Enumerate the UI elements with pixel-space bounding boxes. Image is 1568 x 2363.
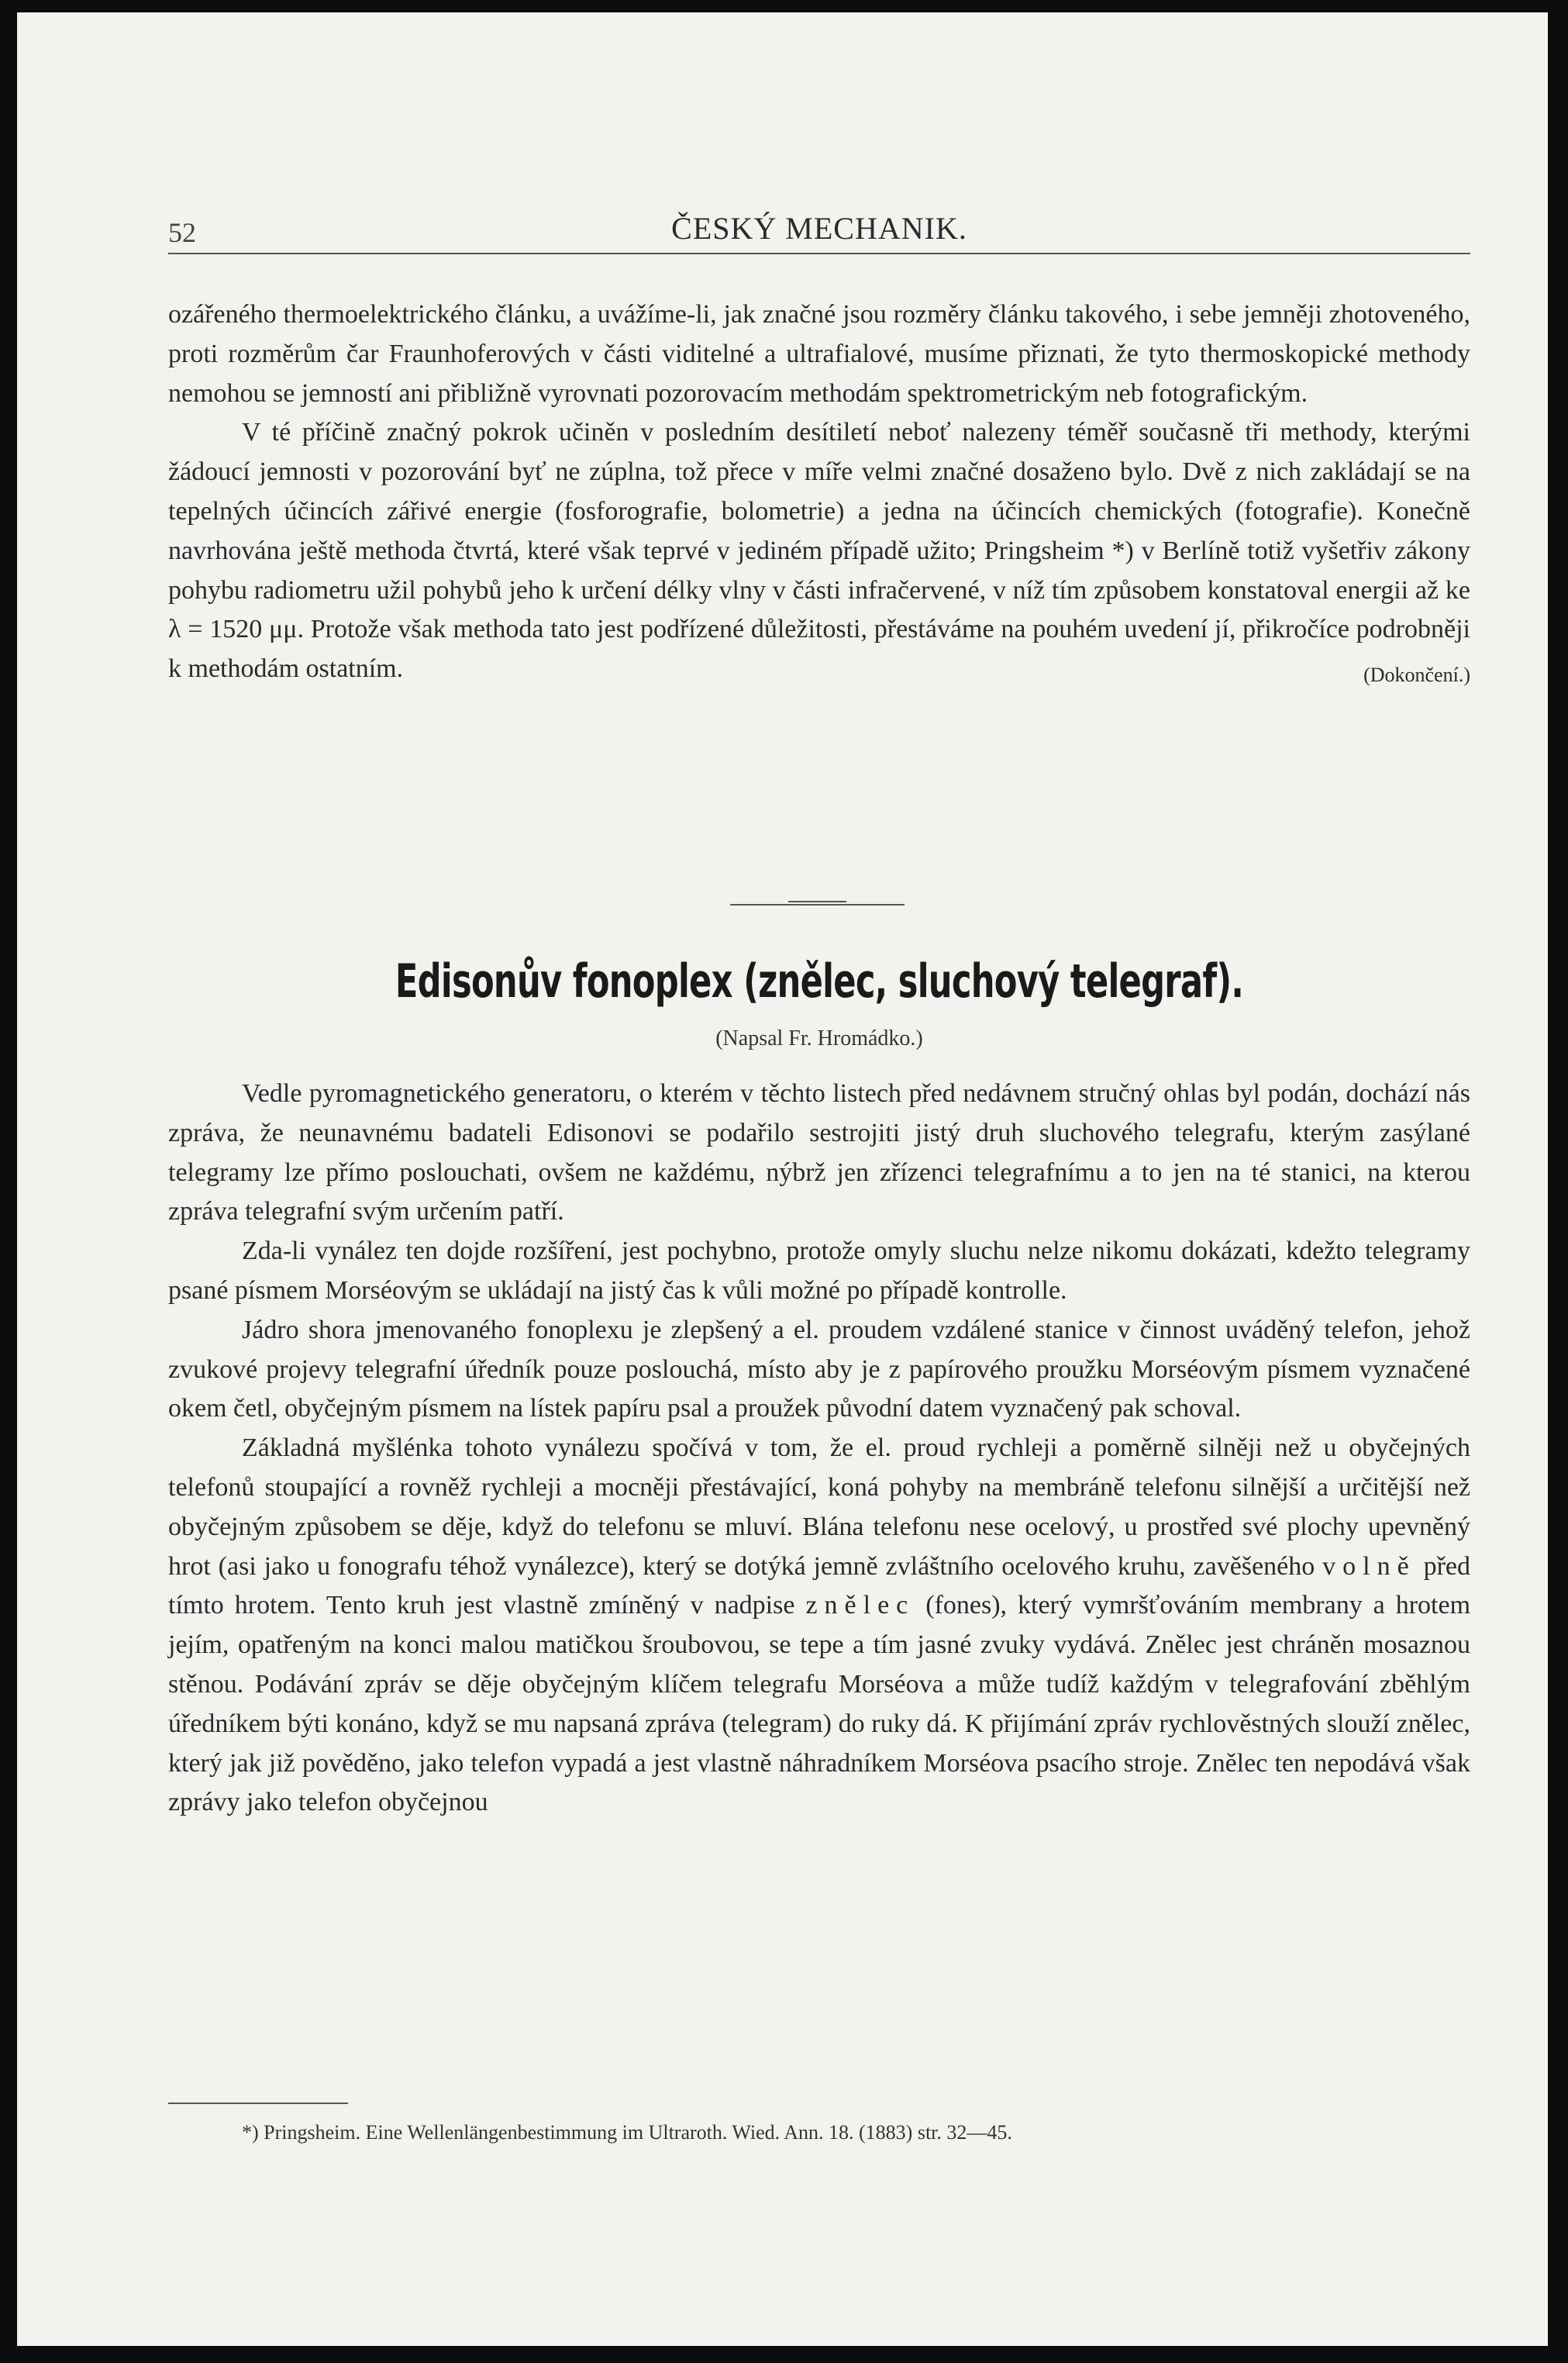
header-rule	[168, 253, 1470, 254]
footnote: *) Pringsheim. Eine Wellenlängenbestimmung im Ultraroth. Wied. Ann. 18. (1883) str. 32—45.	[242, 2121, 1012, 2144]
page-number: 52	[168, 217, 196, 248]
continued-paragraph-2	[168, 413, 1470, 689]
spaced-word-volne: volně	[1322, 1551, 1416, 1581]
paragraph-4-part-1: Základná myšlénka tohoto vynálezu spočívá v tom, že el. proud rychleji a poměrně silněji než u obyčejných telefonů stoupající a rovněž rychleji a mocněji přestávající, koná pohyby na membráně telefonu silnější a určitější než obyčejným způsobem se děje, když do telefonu se mluví. Blána telefonu nese ocelový, u prostřed své plochy upevněný hrot (asi jako u fonografu téhož vynálezce), který se dotýká jemně zvláštního ocelového kruhu, zavěšeného	[168, 1433, 1470, 1581]
page-header	[168, 202, 1470, 249]
article-paragraph: Vedle pyromagnetického generatoru, o kterém v těchto listech před nedávnem stručný ohlas byl podán, dochází nás zpráva, že neunavnému badateli Edisonovi se podařilo sestrojiti jistý druh sluchového telegrafu, kterým zasýlané telegramy lze přímo poslouchati, ovšem ne každému, nýbrž jen zřízenci telegrafnímu a to jen na té stanici, na kterou zpráva telegrafní svým určením patří.	[168, 1079, 1470, 1226]
to-be-continued-note: (Dokončení.)	[1363, 664, 1470, 687]
article-body	[168, 1075, 1470, 1823]
paragraph-4-part-3: (fones), který vymršťováním membrany a hrotem jejím, opatřeným na konci malou matičkou šroubovou, se tepe a tím jasné zvuky vydává. Znělec jest chráněn mosaznou stěnou. Podávání zpráv se děje obyčejným klíčem telegrafu Morséova a může tudíž každým v telegrafování zběhlým úředníkem býti konáno, když se mu napsaná zpráva (telegram) do ruky dá. K přijímání zpráv rychlověstných slouží znělec, který jak již pověděno, jako telefon vypadá a jest vlastně náhradníkem Morséova psacího stroje. Znělec ten nepodává však zprávy jako telefon obyčejnou	[168, 1591, 1471, 1817]
article-paragraph-4	[168, 1429, 1470, 1823]
paragraph-4-part-2: před tímto hrotem. Tento kruh jest vlastně zmíněný v nadpise	[168, 1551, 1471, 1620]
article-title: Edisonův fonoplex (znělec, sluchový telegraf).	[395, 954, 1244, 1009]
page-sheet	[17, 12, 1548, 2346]
section-divider	[730, 900, 905, 909]
continued-paragraph-2-text: V té příčině značný pokrok učiněn v posledním desítiletí neboť nalezeny téměř současně tři methody, kterými žádoucí jemnosti v pozorování byť ne zúplna, tož přece v míře velmi značné dosaženo bylo. Dvě z nich zakládají se na tepelných účincích zářivé energie (fosforografie, bolometrie) a jedna na účincích chemických (fotografie). Konečně navrhována ještě methoda čtvrtá, které však teprvé v jediném případě užito; Pringsheim *) v Berlíně totiž vyšetřiv zákony pohybu radiometru užil pohybů jeho k určení délky vlny v části infračervené, v níž tím způsobem konstatoval energii až ke λ = 1520 μμ. Protože však methoda tato jest podřízené důležitosti, přestáváme na pouhém uvedení jí, přikročíce podrobněji k methodám ostatním.	[168, 418, 1470, 684]
article-paragraph: Zda-li vynález ten dojde rozšíření, jest pochybno, protože omyly sluchu nelze nikomu dokázati, kdežto telegramy psané písmem Morséovým se ukládají na jistý čas k vůli možné po případě kontrolle.	[168, 1237, 1470, 1305]
continued-paragraph-1: ozářeného thermoelektrického článku, a uvážíme-li, jak značné jsou rozměry článku takového, i sebe jemněji zhotoveného, proti rozměrům čar Fraunhoferových v části viditelné a ultrafialové, musíme přiznati, že tyto thermoskopické methody nemohou se jemností ani přibližně vyrovnati pozorovacím methodám spektrometrickým neb fotografickým.	[168, 300, 1470, 408]
running-title: ČESKÝ MECHANIK.	[671, 211, 967, 246]
article-byline: (Napsal Fr. Hromádko.)	[715, 1026, 923, 1050]
article-paragraph: Jádro shora jmenovaného fonoplexu je zlepšený a el. proudem vzdálené stanice v činnost uváděný telefon, jehož zvukové projevy telegrafní úředník pouze poslouchá, místo aby je z papírového proužku Morséovým písmem vyznačené okem četl, obyčejným písmem na lístek papíru psal a proužek původní datem vyznačený pak schoval.	[168, 1315, 1470, 1423]
continued-article	[168, 295, 1470, 695]
spaced-word-znelec: znělec	[805, 1591, 915, 1620]
footnote-rule	[168, 2103, 348, 2104]
